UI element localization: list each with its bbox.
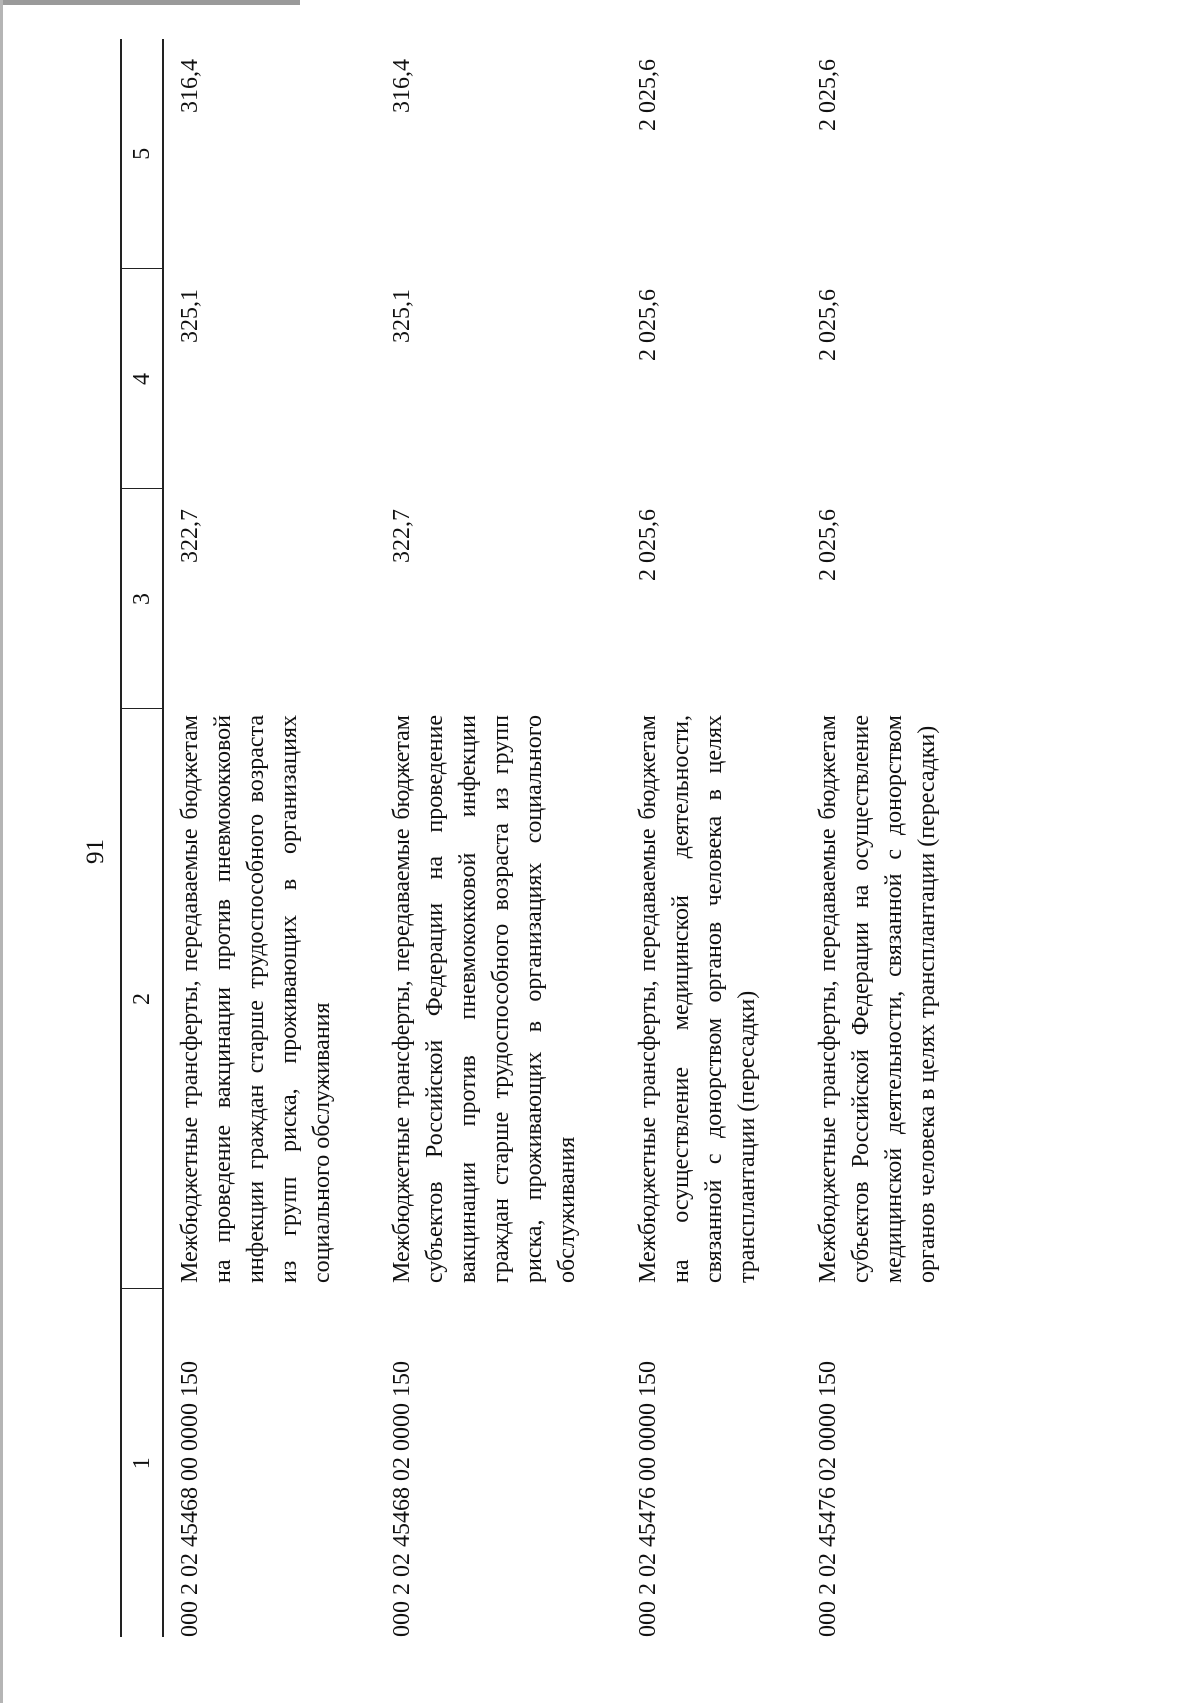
- row-description: Межбюджетные трансферты, передаваемые бюджетам субъектов Российской Федерации на проведение вакцинации против пневмококковой инфекции граждан старше трудоспособного возраста из групп риска, проживающих в организациях социального обслуживания: [389, 715, 580, 1283]
- value-col5: 2 025,6: [635, 59, 661, 131]
- column-header-3: 3: [121, 489, 163, 709]
- budget-code: 000 2 02 45468 00 0000 150: [177, 1361, 203, 1637]
- value-col4: 325,1: [389, 289, 415, 343]
- value-col5: 2 025,6: [815, 59, 841, 131]
- value-col5: 316,4: [389, 59, 415, 113]
- table-row: [376, 39, 622, 1637]
- value-col5: 316,4: [177, 59, 203, 113]
- value-col4: 325,1: [177, 289, 203, 343]
- table-row: [163, 39, 376, 1637]
- row-description: Межбюджетные трансферты, передаваемые бюджетам субъектов Российской Федерации на осуществление медицинской деятельности, связанной с донорством органов человека в целях трансплантации (пересадки): [815, 715, 940, 1283]
- row-description: Межбюджетные трансферты, передаваемые бюджетам на осуществление медицинской деятельности, связанной с донорством органов человека в целях трансплантации (пересадки): [635, 715, 760, 1283]
- value-col4: 2 025,6: [815, 289, 841, 361]
- column-header-5: 5: [121, 39, 163, 269]
- value-col3: 322,7: [389, 509, 415, 563]
- budget-code: 000 2 02 45476 02 0000 150: [815, 1361, 841, 1637]
- value-col3: 322,7: [177, 509, 203, 563]
- row-description: Межбюджетные трансферты, передаваемые бюджетам на проведение вакцинации против пневмококковой инфекции граждан старше трудоспособного возраста из групп риска, проживающих в организациях социального обслуживания: [177, 715, 335, 1283]
- budget-table: [120, 39, 1012, 1637]
- budget-code: 000 2 02 45468 02 0000 150: [389, 1361, 415, 1637]
- column-header-4: 4: [121, 269, 163, 489]
- budget-code: 000 2 02 45476 00 0000 150: [635, 1361, 661, 1637]
- value-col4: 2 025,6: [635, 289, 661, 361]
- column-header-2: 2: [121, 709, 163, 1289]
- value-col3: 2 025,6: [635, 509, 661, 581]
- table-row: [802, 39, 1012, 1637]
- column-header-1: 1: [121, 1289, 163, 1637]
- value-col3: 2 025,6: [815, 509, 841, 581]
- table-header-row: [121, 39, 163, 1637]
- table-row: [622, 39, 802, 1637]
- page-number: 91: [82, 839, 109, 864]
